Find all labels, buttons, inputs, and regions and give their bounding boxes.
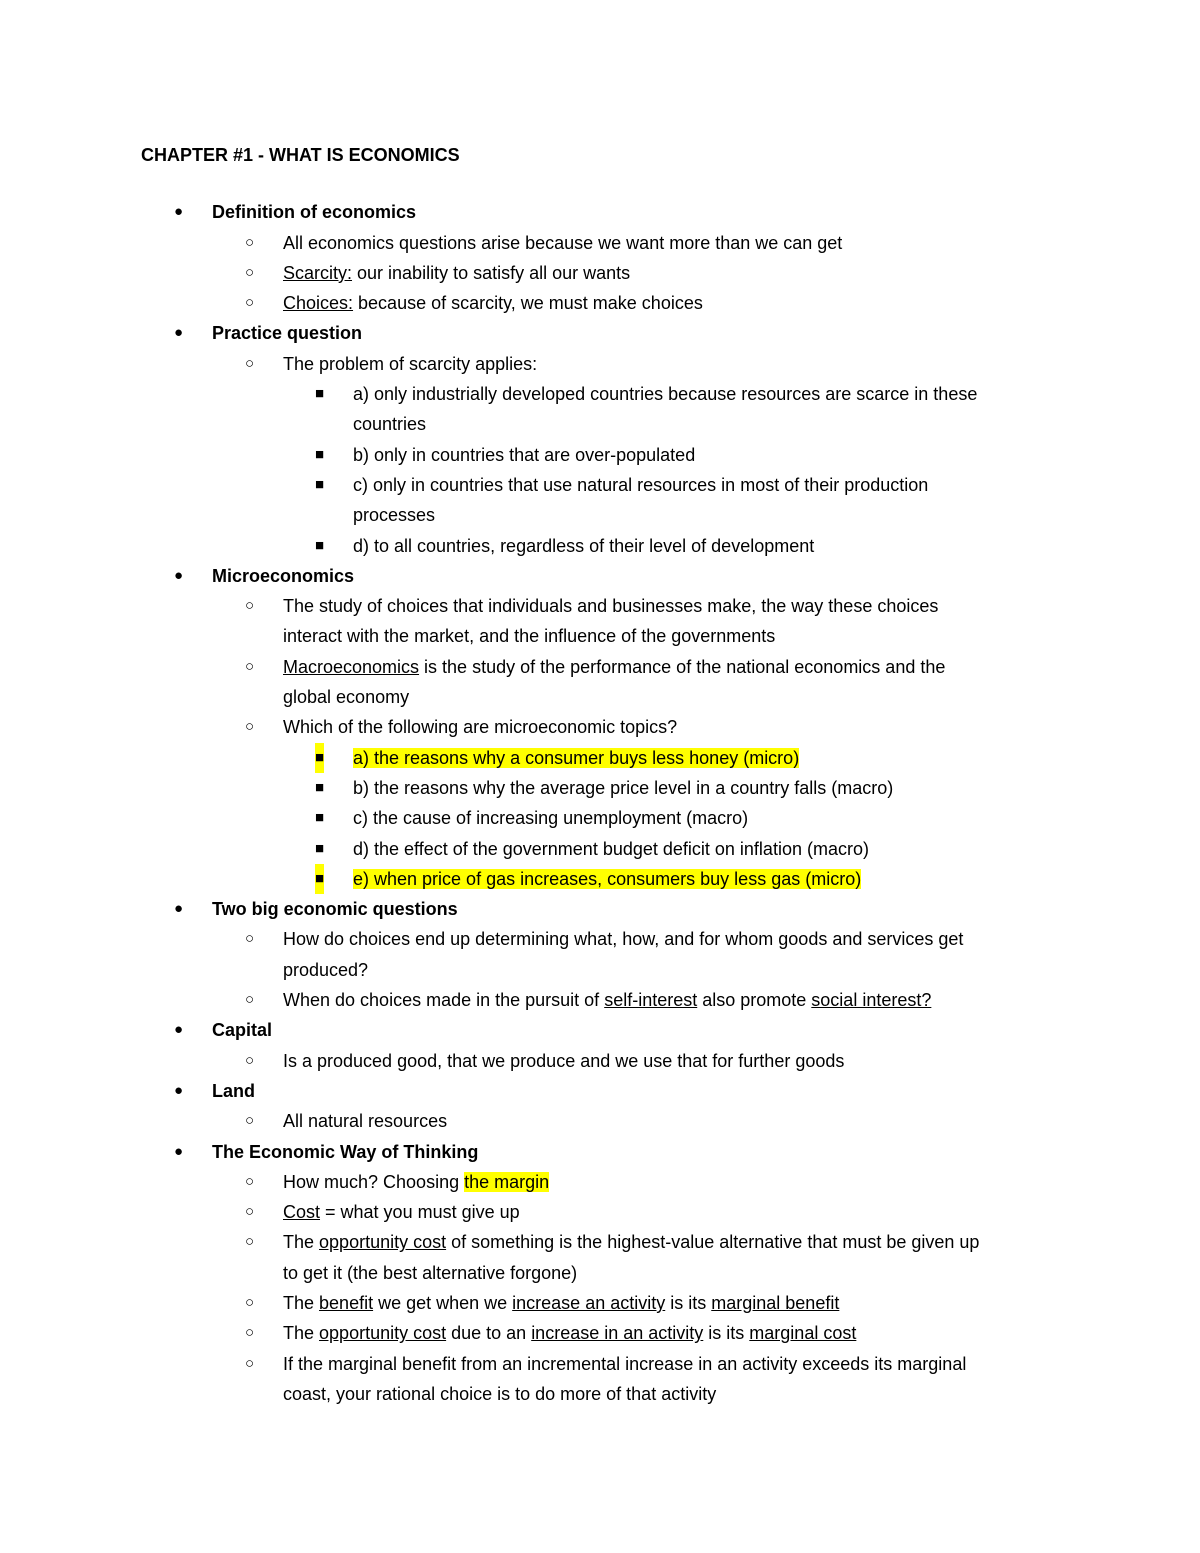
section-heading: Capital <box>212 1020 273 1041</box>
answer-option-continued: countries <box>353 414 427 435</box>
list-item: ○ How do choices end up determining what, how, and for whom goods and services get <box>141 924 1071 954</box>
section-heading: The Economic Way of Thinking <box>212 1141 479 1162</box>
answer-option-highlighted: ■ a) the reasons why a consumer buys less honey (micro) <box>141 743 1071 773</box>
bullet-circle-icon: ○ <box>245 1112 255 1130</box>
section-heading: Land <box>212 1080 255 1101</box>
bullet-disc-icon: ● <box>174 324 184 342</box>
bullet-disc-icon: ● <box>174 900 184 918</box>
bullet-square-icon: ■ <box>315 743 324 773</box>
section-definition <box>141 197 1071 227</box>
section-heading: Practice question <box>212 323 363 344</box>
bullet-square-icon: ■ <box>315 385 325 403</box>
bullet-circle-icon: ○ <box>245 718 255 736</box>
section-capital <box>141 1015 1071 1045</box>
list-item: ○ All natural resources <box>141 1106 1071 1136</box>
list-item: ○ Choices: because of scarcity, we must make choices <box>141 288 1071 318</box>
list-item: ○ The problem of scarcity applies: <box>141 349 1071 379</box>
bullet-circle-icon: ○ <box>245 1354 255 1372</box>
section-micro <box>141 561 1071 591</box>
section-heading: Microeconomics <box>212 565 355 586</box>
answer-option-highlighted: ■ e) when price of gas increases, consumers buy less gas (micro) <box>141 864 1071 894</box>
list-item: ○ Macroeconomics is the study of the performance of the national economics and the <box>141 652 1071 682</box>
answer-option: ■ a) only industrially developed countries because resources are scarce in these <box>141 379 1071 409</box>
term-choices: Choices: <box>283 293 354 314</box>
bullet-disc-icon: ● <box>174 566 184 584</box>
list-item: ○ If the marginal benefit from an incremental increase in an activity exceeds its marginal <box>141 1349 1071 1379</box>
term-scarcity: Scarcity: <box>283 262 353 283</box>
bullet-circle-icon: ○ <box>245 1051 255 1069</box>
bullet-disc-icon: ● <box>174 1081 184 1099</box>
bullet-square-icon: ■ <box>315 809 325 827</box>
bullet-circle-icon: ○ <box>245 597 255 615</box>
bullet-disc-icon: ● <box>174 203 184 221</box>
bullet-square-icon: ■ <box>315 445 325 463</box>
bullet-square-icon: ■ <box>315 536 325 554</box>
bullet-square-icon: ■ <box>315 839 325 857</box>
answer-option: ■ b) only in countries that are over-populated <box>141 440 1071 470</box>
bullet-circle-icon: ○ <box>245 233 255 251</box>
term-macroeconomics: Macroeconomics <box>283 656 420 677</box>
list-item-continued: coast, your rational choice is to do more of that activity <box>283 1383 717 1404</box>
list-item-continued: global economy <box>283 687 410 708</box>
list-item-continued: produced? <box>283 959 369 980</box>
bullet-disc-icon: ● <box>174 1142 184 1160</box>
answer-option-continued: processes <box>353 505 436 526</box>
list-item: ○ The study of choices that individuals and businesses make, the way these choices <box>141 591 1071 621</box>
bullet-circle-icon: ○ <box>245 657 255 675</box>
section-way-of-thinking <box>141 1137 1071 1167</box>
chapter-title: CHAPTER #1 - WHAT IS ECONOMICS <box>141 145 460 165</box>
bullet-square-icon: ■ <box>315 475 325 493</box>
section-land <box>141 1076 1071 1106</box>
bullet-circle-icon: ○ <box>245 1233 255 1251</box>
answer-option: ■ c) only in countries that use natural resources in most of their production <box>141 470 1071 500</box>
list-item: ○ Scarcity: our inability to satisfy all our wants <box>141 258 1071 288</box>
bullet-circle-icon: ○ <box>245 354 255 372</box>
section-heading: Two big economic questions <box>212 899 458 920</box>
bullet-circle-icon: ○ <box>245 1203 255 1221</box>
list-item: ○ The opportunity cost due to an increase in an activity is its marginal cost <box>141 1318 1071 1348</box>
section-heading: Definition of economics <box>212 202 417 223</box>
bullet-circle-icon: ○ <box>245 263 255 281</box>
list-item: ○ Is a produced good, that we produce and we use that for further goods <box>141 1046 1071 1076</box>
answer-option: ■ d) the effect of the government budget deficit on inflation (macro) <box>141 834 1071 864</box>
bullet-circle-icon: ○ <box>245 1172 255 1190</box>
bullet-disc-icon: ● <box>174 1021 184 1039</box>
highlighted-term: the margin <box>464 1171 550 1192</box>
list-item-continued: interact with the market, and the influence of the governments <box>283 626 776 647</box>
list-item: ○ All economics questions arise because we want more than we can get <box>141 228 1071 258</box>
section-two-questions <box>141 894 1071 924</box>
list-item: ○ When do choices made in the pursuit of self-interest also promote social interest? <box>141 985 1071 1015</box>
list-item: ○ Cost = what you must give up <box>141 1197 1071 1227</box>
bullet-circle-icon: ○ <box>245 991 255 1009</box>
list-item: ○ The benefit we get when we increase an activity is its marginal benefit <box>141 1288 1071 1318</box>
list-item: ○ Which of the following are microeconomic topics? <box>141 712 1071 742</box>
document-page <box>141 140 1071 1409</box>
list-item-continued: to get it (the best alternative forgone) <box>283 1262 578 1283</box>
bullet-circle-icon: ○ <box>245 1324 255 1342</box>
bullet-circle-icon: ○ <box>245 294 255 312</box>
bullet-square-icon: ■ <box>315 778 325 796</box>
answer-option: ■ d) to all countries, regardless of their level of development <box>141 531 1071 561</box>
answer-option: ■ b) the reasons why the average price level in a country falls (macro) <box>141 773 1071 803</box>
bullet-circle-icon: ○ <box>245 1293 255 1311</box>
bullet-circle-icon: ○ <box>245 930 255 948</box>
list-item: ○ How much? Choosing the margin <box>141 1167 1071 1197</box>
bullet-square-icon: ■ <box>315 864 324 894</box>
section-practice <box>141 318 1071 348</box>
list-item: ○ The opportunity cost of something is the highest-value alternative that must be given up <box>141 1227 1071 1257</box>
answer-option: ■ c) the cause of increasing unemployment (macro) <box>141 803 1071 833</box>
